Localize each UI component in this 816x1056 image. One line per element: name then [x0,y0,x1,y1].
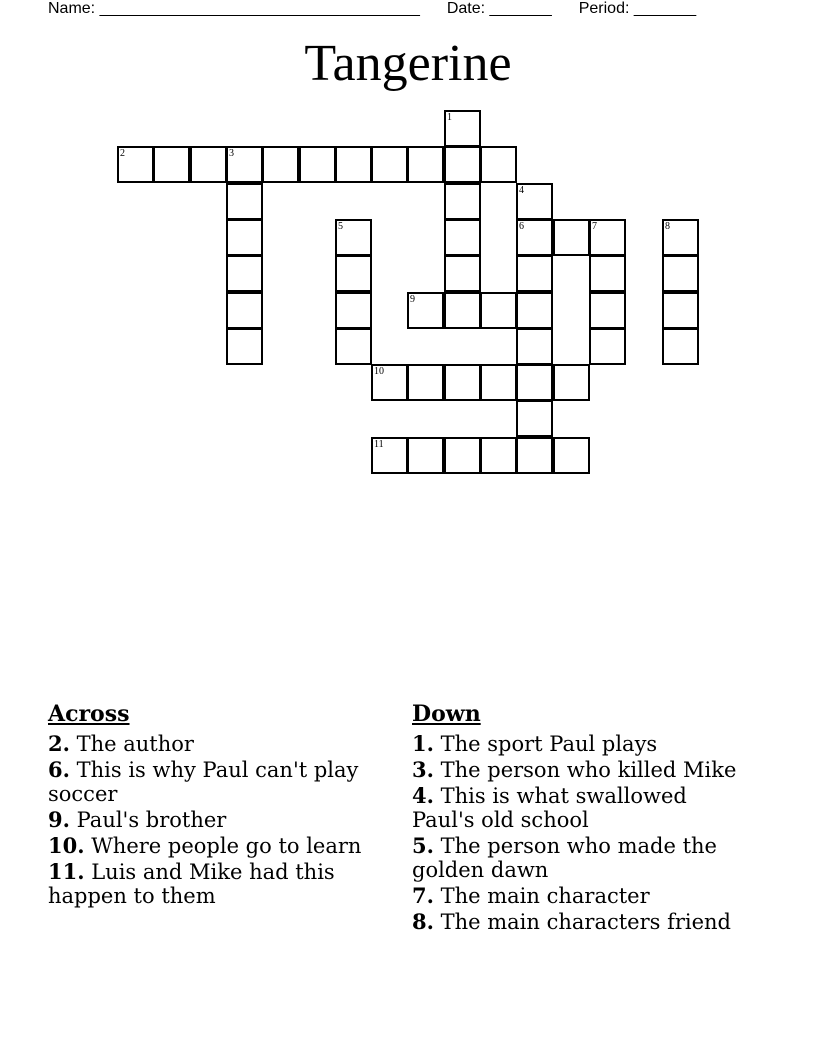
clue-text: Where people go to learn [84,834,362,858]
crossword-cell[interactable] [444,292,481,329]
crossword-cell[interactable] [589,219,626,256]
down-clue [412,784,752,832]
across-clue [48,732,368,756]
down-clue [412,732,752,756]
date-field[interactable]: Date: _______ [446,0,552,17]
clue-num: 2. [48,731,70,756]
crossword-cell[interactable] [407,146,444,183]
across-clue-list [48,732,368,908]
clue-num: 11. [48,859,85,884]
clue-text: The author [69,732,194,756]
crossword-cell[interactable] [226,292,263,329]
crossword-cell[interactable] [480,146,517,183]
clue-text: Luis and Mike had this happen to them [48,860,335,908]
crossword-cell[interactable] [480,292,517,329]
across-clue [48,834,368,858]
crossword-cell[interactable] [335,255,372,292]
crossword-cell[interactable] [516,328,553,365]
crossword-cell[interactable] [371,437,408,474]
crossword-cell[interactable] [444,437,481,474]
clue-text: The person who made the golden dawn [412,834,717,882]
down-clue [412,758,752,782]
crossword-cell[interactable] [516,437,553,474]
across-clue [48,758,368,806]
down-heading: Down [412,701,481,727]
crossword-cell[interactable] [335,146,372,183]
clue-text: This is why Paul can't play soccer [48,758,359,806]
down-clue [412,834,752,882]
crossword-cell[interactable] [516,183,553,220]
clue-num: 9. [48,807,70,832]
crossword-cell[interactable] [371,146,408,183]
crossword-cell[interactable] [480,437,517,474]
clue-text: The main character [433,884,650,908]
across-clue [48,860,368,908]
crossword-cell[interactable] [516,255,553,292]
clue-text: This is what swallowed Paul's old school [412,784,687,832]
across-heading: Across [48,701,130,727]
clue-number: 6 [519,221,524,232]
crossword-cell[interactable] [662,255,699,292]
clue-num: 5. [412,833,434,858]
down-clue [412,910,752,934]
crossword-cell[interactable] [662,328,699,365]
crossword-cell[interactable] [553,437,590,474]
crossword-cell[interactable] [444,255,481,292]
clue-num: 3. [412,757,434,782]
clue-number: 5 [338,221,343,232]
crossword-cell[interactable] [226,328,263,365]
crossword-cell[interactable] [226,146,263,183]
down-clue [412,884,752,908]
crossword-cell[interactable] [153,146,190,183]
crossword-cell[interactable] [480,364,517,401]
crossword-cell[interactable] [589,292,626,329]
name-field[interactable]: Name: ____________________________________ [48,0,420,17]
crossword-grid [0,0,816,500]
crossword-cell[interactable] [444,110,481,147]
crossword-cell[interactable] [226,219,263,256]
crossword-cell[interactable] [335,292,372,329]
period-field[interactable]: Period: _______ [578,0,697,17]
across-clue [48,808,368,832]
crossword-cell[interactable] [516,364,553,401]
crossword-cell[interactable] [226,255,263,292]
clue-text: The main characters friend [433,910,732,934]
crossword-cell[interactable] [516,292,553,329]
clue-text: The person who killed Mike [433,758,737,782]
crossword-cell[interactable] [407,437,444,474]
clue-text: Paul's brother [69,808,227,832]
crossword-cell[interactable] [262,146,299,183]
clue-num: 4. [412,783,434,808]
clue-num: 1. [412,731,434,756]
crossword-cell[interactable] [553,219,590,256]
clue-number: 1 [447,112,452,123]
crossword-cell[interactable] [190,146,227,183]
clue-num: 6. [48,757,70,782]
crossword-cell[interactable] [226,183,263,220]
crossword-cell[interactable] [407,364,444,401]
crossword-cell[interactable] [371,364,408,401]
clue-number: 8 [665,221,670,232]
crossword-cell[interactable] [407,292,444,329]
clue-num: 8. [412,909,434,934]
crossword-cell[interactable] [589,328,626,365]
crossword-cell[interactable] [589,255,626,292]
clue-number: 2 [120,148,125,159]
crossword-cell[interactable] [299,146,336,183]
across-clues [48,700,368,910]
crossword-cell[interactable] [444,183,481,220]
crossword-cell[interactable] [444,146,481,183]
crossword-cell[interactable] [444,364,481,401]
crossword-cell[interactable] [335,328,372,365]
crossword-cell[interactable] [444,219,481,256]
crossword-cell[interactable] [516,219,553,256]
down-clues [412,700,752,936]
page-title: Tangerine [304,35,512,92]
crossword-cell[interactable] [662,292,699,329]
clue-number: 10 [374,366,384,377]
crossword-cell[interactable] [516,400,553,437]
clue-number: 9 [410,294,415,305]
crossword-cell[interactable] [553,364,590,401]
clue-number: 7 [592,221,597,232]
clue-text: The sport Paul plays [433,732,658,756]
clue-number: 11 [374,439,384,450]
down-clue-list [412,732,752,934]
clue-num: 7. [412,883,434,908]
clue-number: 3 [229,148,234,159]
clue-number: 4 [519,185,524,196]
clue-num: 10. [48,833,85,858]
crossword-cell[interactable] [662,219,699,256]
crossword-cell[interactable] [335,219,372,256]
crossword-cell[interactable] [117,146,154,183]
